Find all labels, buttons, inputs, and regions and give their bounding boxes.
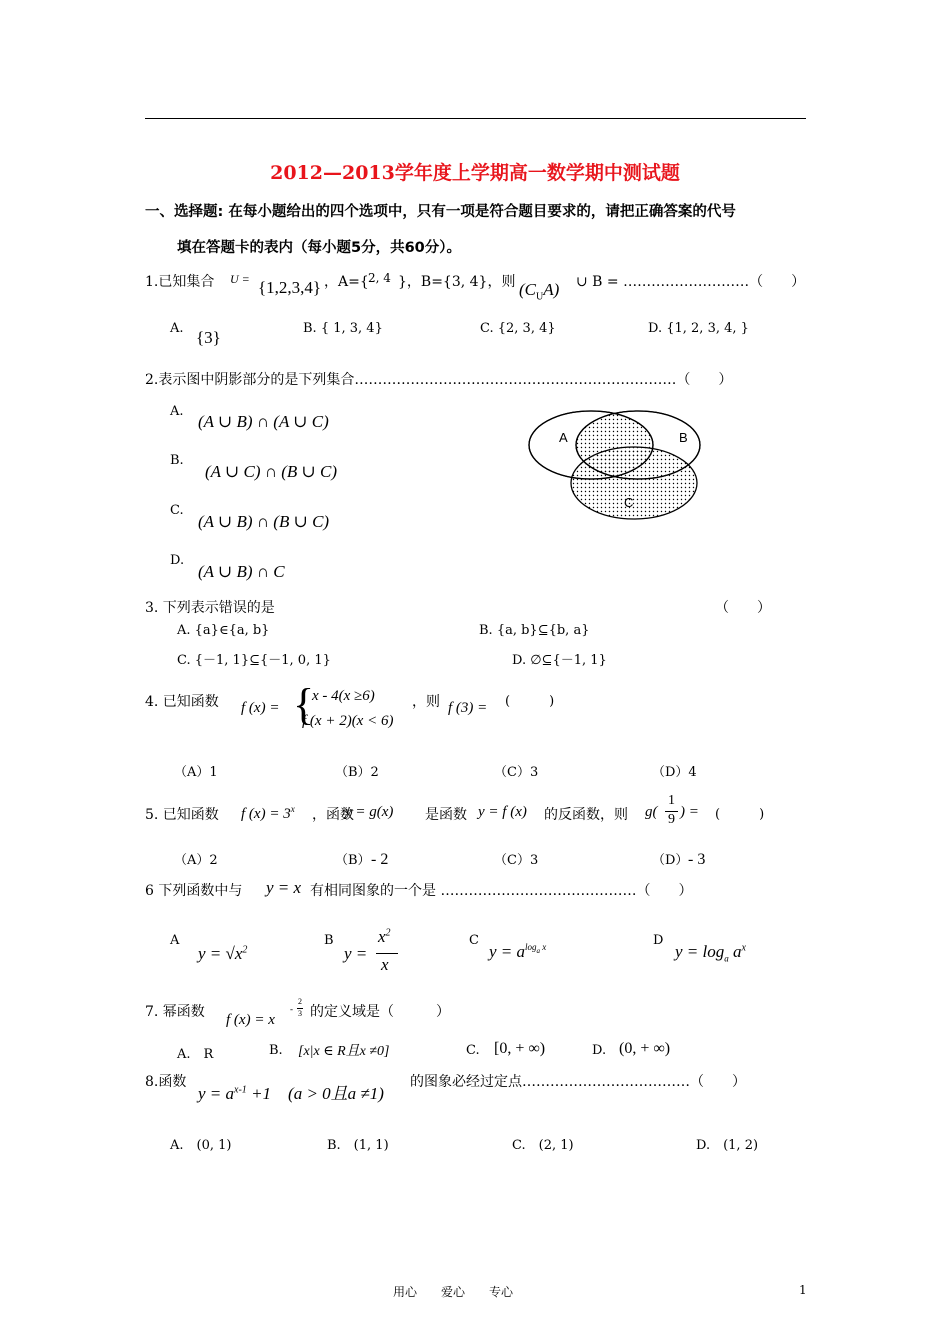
q5-paren: ( ) — [715, 807, 765, 822]
q4-mid: ，则 — [412, 694, 440, 710]
q6-label-b: B — [324, 933, 334, 948]
q7-option-d-label: D. — [592, 1043, 607, 1058]
page-number: 1 — [799, 1283, 807, 1297]
q1-B-eq: }，B={3, 4}，则 — [398, 274, 516, 290]
q6-a-expr: y = √x — [198, 944, 243, 963]
q6-label-a: A — [170, 933, 180, 948]
q3-option-d: D. ∅⊆{－1, 1} — [512, 653, 607, 668]
q5-option-b-label: （B） — [335, 853, 371, 868]
q2-option-b-label: B. — [170, 453, 184, 468]
q1-option-a-label: A. — [170, 321, 184, 336]
q2-option-c-expr: (A ∪ B) ∩ (B ∪ C) — [198, 512, 330, 531]
q3-stem: 3. 下列表示错误的是 — [145, 600, 275, 616]
page-title: 2012—2013学年度上学期高一数学期中测试题 — [270, 162, 680, 184]
q8-option-a: A. (0, 1) — [170, 1138, 232, 1153]
q5-mid1: ，函数 — [312, 807, 354, 823]
q1-prefix: 1.已知集合 — [145, 274, 215, 290]
q6-label-d: D — [653, 933, 664, 948]
q3-option-b: B. {a, b}⊆{b, a} — [479, 623, 590, 638]
q6-label-c: C — [469, 933, 479, 948]
q4-stem: 4. 已知函数 — [145, 694, 219, 710]
q1-option-a-value: {3} — [196, 328, 221, 347]
q7-sup-den: 3 — [298, 1009, 302, 1018]
q4-case-2: f (x + 2)(x < 6) — [302, 713, 394, 729]
q3-option-a: A. {a}∈{a, b} — [177, 623, 270, 638]
q7-sup-num: 2 — [298, 997, 302, 1006]
q5-option-d-value: - 3 — [688, 851, 706, 868]
q1-option-b: B. { 1, 3, 4} — [303, 321, 383, 336]
venn-label-c: C — [624, 495, 634, 510]
q5-frac-num: 1 — [668, 793, 675, 808]
q6-b-num-sup: 2 — [385, 927, 391, 939]
q7-option-d-value: (0, + ∞) — [619, 1040, 671, 1057]
q1-tail: ∪ B = ………………………（ ） — [576, 274, 806, 290]
q6-a-sup: 2 — [242, 944, 248, 956]
q1-expr-b: A) — [543, 280, 560, 299]
q8-expr-sup: x-1 — [234, 1084, 247, 1096]
q4-paren: ( ) — [505, 694, 555, 709]
q6-d-expr: y = log — [675, 942, 725, 961]
q2-option-c-label: C. — [170, 503, 184, 518]
q5-g: g( — [645, 804, 658, 820]
header-rule — [145, 118, 806, 119]
q7-fx: f (x) = x — [226, 1012, 275, 1028]
q2-option-d-label: D. — [170, 553, 185, 568]
q1-option-d: D. {1, 2, 3, 4, } — [648, 321, 749, 336]
q7-option-c-value: [0, + ∞) — [494, 1040, 546, 1057]
q6-yx: y = x — [266, 878, 302, 897]
q2-stem: 2.表示图中阴影部分的是下列集合……………………………………………………………（ ） — [145, 372, 733, 388]
section-heading-line1: 一、选择题: 在每小题给出的四个选项中，只有一项是符合题目要求的，请把正确答案的代号 — [145, 204, 736, 220]
q5-fx-base: f (x) = 3 — [241, 806, 291, 822]
q5-stem: 5. 已知函数 — [145, 807, 219, 823]
q8-tail: 的图象必经过定点………………………………（ ） — [410, 1074, 746, 1090]
q8-expr — [198, 1079, 384, 1104]
q7-option-b-value: [x|x ∈ R且x ≠0] — [298, 1044, 390, 1059]
q2-option-d-expr: (A ∪ B) ∩ C — [198, 562, 285, 581]
q6-b-num — [378, 927, 391, 947]
q1-expr — [519, 280, 559, 302]
q5-option-a: （A）2 — [174, 853, 218, 868]
q5-fx2: y = f (x) — [478, 804, 527, 820]
q5-gx: y = g(x) — [345, 804, 394, 820]
q4-option-b: （B）2 — [335, 765, 379, 780]
q6-c-x: x — [542, 942, 547, 953]
q6-c-expr: y = a — [489, 942, 526, 961]
q8-expr-base: y = a — [198, 1084, 235, 1103]
q6-b-num-x: x — [378, 927, 386, 946]
venn-diagram — [528, 410, 708, 522]
q5-mid3: 的反函数，则 — [544, 807, 628, 823]
venn-label-b: B — [679, 430, 688, 445]
q6-option-a — [198, 944, 247, 964]
q7-stem: 7. 幂函数 — [145, 1004, 205, 1020]
q6-c-log: log — [525, 942, 537, 953]
q1-expr-a: (C — [519, 280, 536, 299]
q6-b-frac-bar — [376, 953, 398, 954]
q1-A-set: 2, 4 — [368, 271, 391, 285]
q6-option-c — [489, 942, 546, 962]
q7-option-c-label: C. — [466, 1043, 480, 1058]
q4-case-1: x - 4(x ≥6) — [312, 688, 375, 704]
q5-mid2: 是函数 — [425, 807, 467, 823]
q6-b-den: x — [381, 955, 389, 974]
q5-option-c: （C）3 — [494, 853, 539, 868]
q1-option-c: C. {2, 3, 4} — [480, 321, 556, 336]
q8-option-b: B. (1, 1) — [327, 1138, 389, 1153]
q4-fx: f (x) = — [241, 700, 280, 716]
q6-stem: 6 下列函数中与 — [145, 883, 243, 899]
q7-option-a: A. R — [177, 1047, 214, 1062]
q5-g-end: ) = — [680, 804, 699, 820]
q1-A-eq: ，A={ — [324, 274, 369, 290]
q8-stem: 8.函数 — [145, 1074, 187, 1090]
q5-option-d-label: （D） — [652, 853, 689, 868]
footer-motto: 用心 爱心 专心 — [393, 1285, 514, 1299]
q4-brace: { — [293, 680, 315, 729]
q2-option-a-expr: (A ∪ B) ∩ (A ∪ C) — [198, 412, 329, 431]
q2-option-b-expr: (A ∪ C) ∩ (B ∪ C) — [205, 462, 338, 481]
q5-fx — [241, 804, 295, 823]
q4-option-c: （C）3 — [494, 765, 539, 780]
q6-d-sup: x — [741, 942, 746, 954]
q3-paren: （ ） — [715, 600, 771, 616]
q8-option-c: C. (2, 1) — [512, 1138, 574, 1153]
q6-c-sub: a — [536, 947, 541, 956]
q5-option-b-value: - 2 — [371, 851, 389, 868]
q1-U: U = — [230, 272, 250, 286]
q6-b-y: y = — [344, 944, 368, 963]
q8-option-d: D. (1, 2) — [696, 1138, 759, 1153]
q4-option-d: （D）4 — [652, 765, 697, 780]
q6-d-sub: a — [724, 953, 729, 964]
venn-label-a: A — [559, 430, 568, 445]
section-heading-line2: 填在答题卡的表内（每小题5分，共60分）。 — [177, 240, 462, 256]
q2-option-a-label: A. — [170, 404, 184, 419]
q8-expr-tail: +1 (a > 0且a ≠1) — [251, 1084, 384, 1103]
q7-tail: 的定义域是（ ） — [310, 1004, 450, 1020]
q7-option-b-label: B. — [269, 1043, 283, 1058]
q6-stem2: 有相同图象的一个是 ……………………………………（ ） — [310, 883, 693, 899]
q6-option-d — [675, 942, 746, 963]
q7-sup-sign: - — [290, 1004, 293, 1014]
q4-option-a: （A）1 — [174, 765, 218, 780]
q6-d-a: a — [733, 942, 742, 961]
q1-expr-sub: U — [536, 291, 544, 303]
q6-c-sup — [525, 942, 547, 956]
q3-option-c: C. {－1, 1}⊆{－1, 0, 1} — [177, 653, 331, 668]
q5-frac-den: 9 — [668, 812, 675, 827]
q1-U-set: {1,2,3,4} — [258, 278, 322, 297]
q5-fx-sup: x — [290, 804, 295, 814]
q4-f3: f (3) = — [448, 700, 488, 716]
